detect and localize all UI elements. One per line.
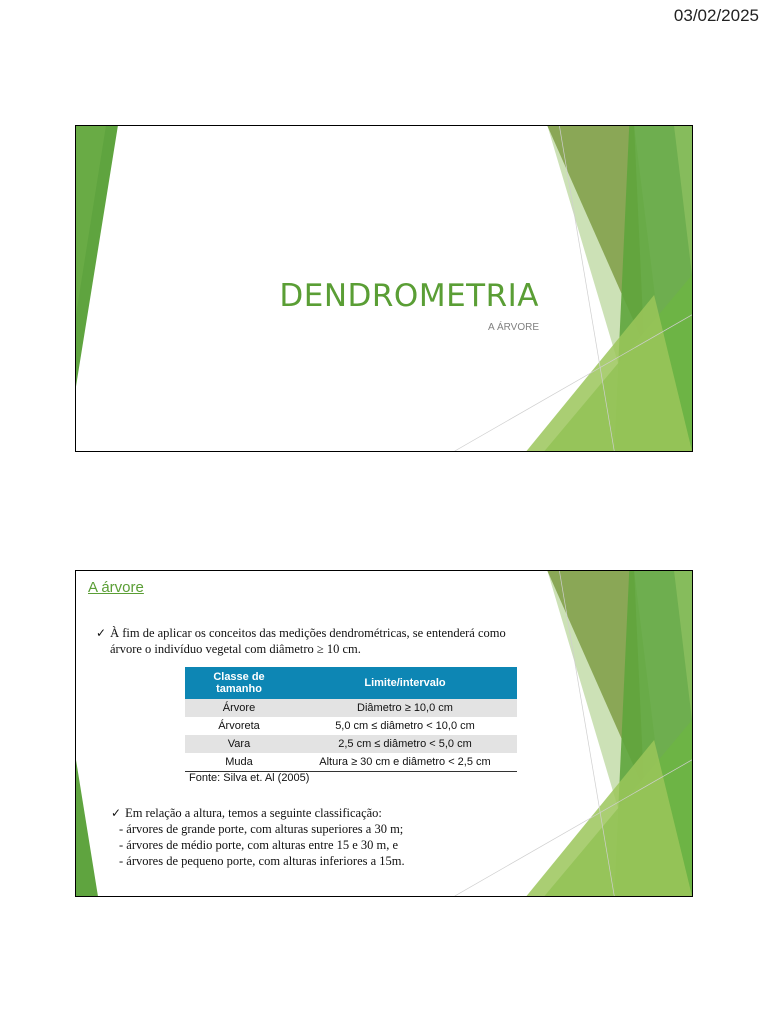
bullet-line: Em relação a altura, temos a seguinte classificação: [125,806,382,820]
checkmark-icon: ✓ [111,806,122,820]
table-cell: Árvore [185,699,293,717]
bullet-line: À fim de aplicar os conceitos das medições dendrométricas, se entenderá como [110,626,506,640]
table-source: Fonte: Silva et. Al (2005) [189,772,310,784]
page-date: 03/02/2025 [673,6,759,25]
table-cell: Vara [185,735,293,753]
bullet-definition [96,625,526,657]
size-class-table [185,667,517,772]
list-item: - árvores de médio porte, com alturas entre 15 e 30 m, e [119,838,399,852]
table-row [185,753,517,772]
table-header-row [185,667,517,699]
slide-title-heading: DENDROMETRIA [279,278,539,314]
table-cell: 2,5 cm ≤ diâmetro < 5,0 cm [293,735,517,753]
table-cell: 5,0 cm ≤ diâmetro < 10,0 cm [335,720,475,732]
slide-title [75,125,693,452]
bullet-line: árvore o indivíduo vegetal com diâmetro ≥ 10 cm. [110,642,361,656]
table-cell: Árvoreta [218,720,260,732]
table-row [185,735,517,753]
slide-content [75,570,693,897]
table-cell: Diâmetro ≥ 10,0 cm [293,699,517,717]
table-row [185,699,517,717]
list-item: - árvores de grande porte, com alturas superiores a 30 m; [119,822,404,836]
slide-subtitle: A ÁRVORE [488,322,539,333]
table-row [185,717,517,735]
table-cell: Altura ≥ 30 cm e diâmetro < 2,5 cm [293,753,517,772]
slide-heading: A árvore [88,579,144,596]
column-header: Limite/intervalo [293,667,517,699]
list-item: - árvores de pequeno porte, com alturas inferiores a 15m. [119,854,405,868]
bullet-height-classes [111,805,471,869]
checkmark-icon: ✓ [96,626,107,640]
column-header: Classe de tamanho [185,667,293,699]
table-cell: Muda [185,753,293,772]
